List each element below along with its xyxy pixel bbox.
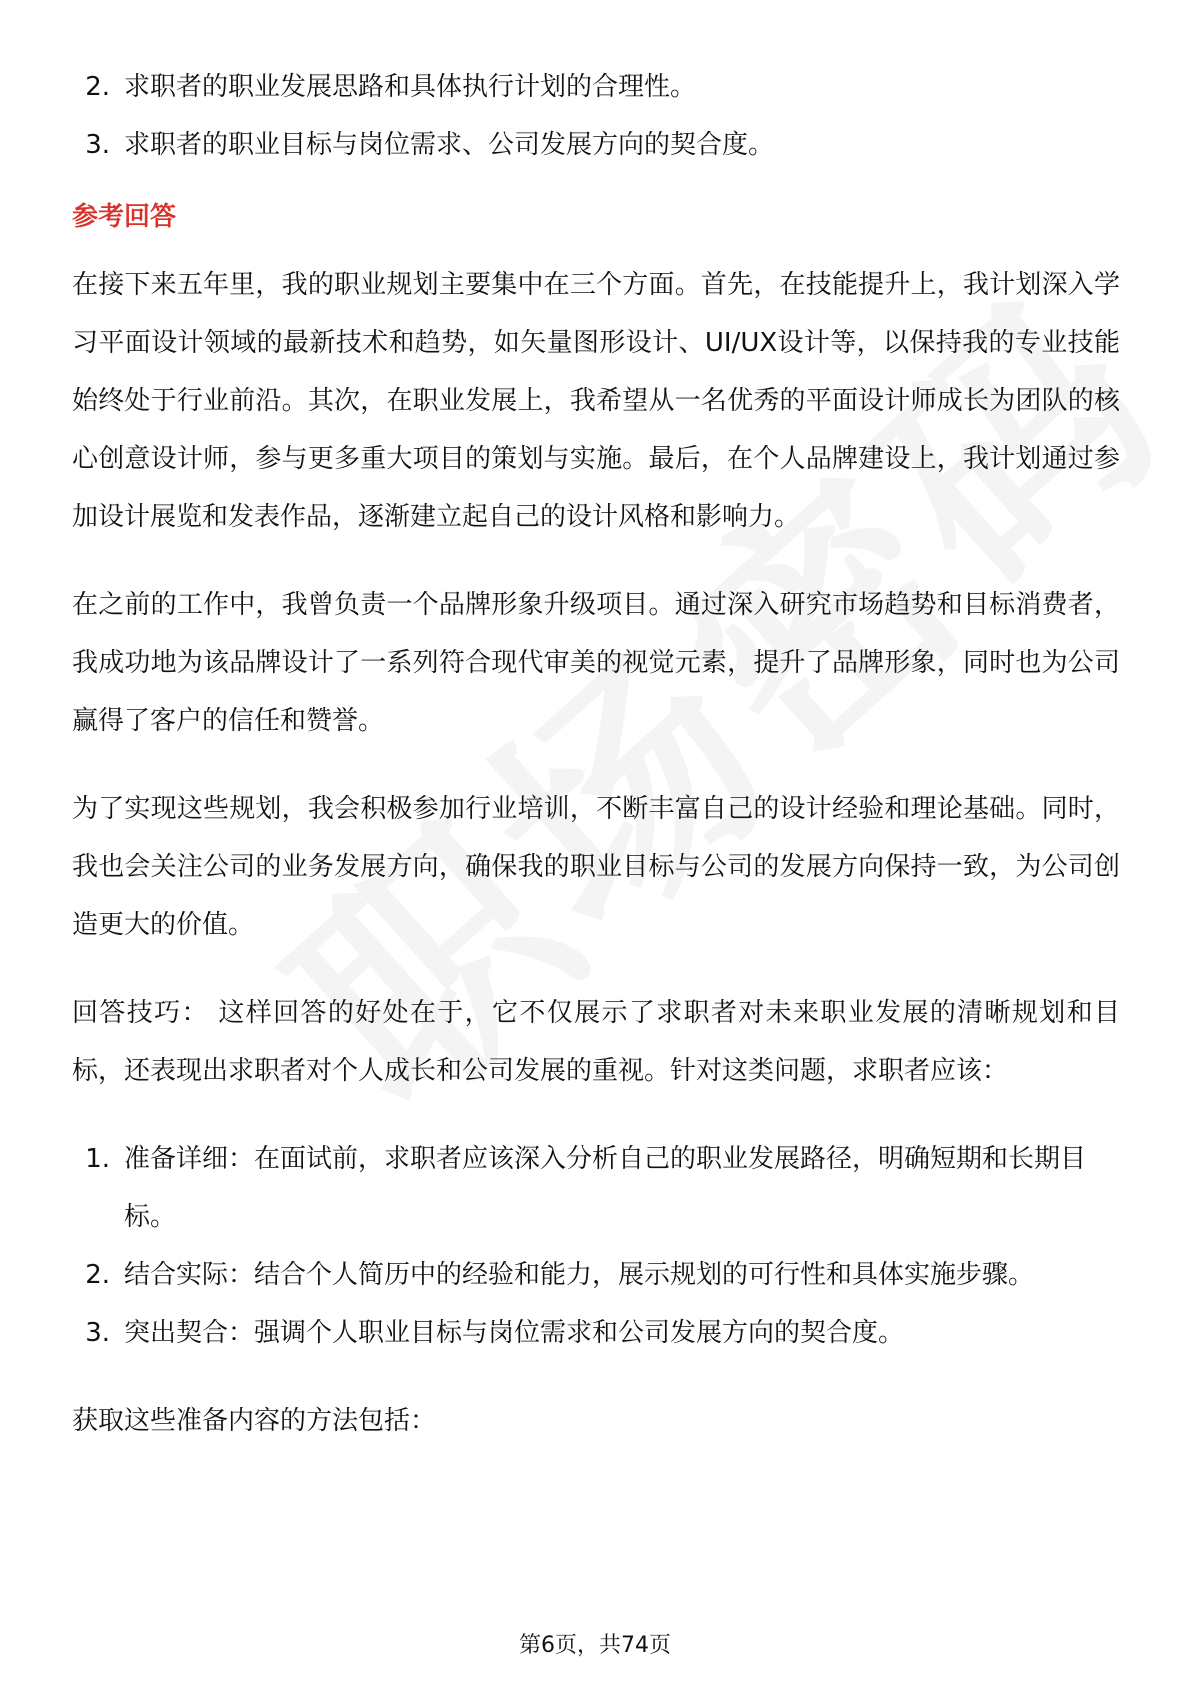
list-text: 准备详细：在面试前，求职者应该深入分析自己的职业发展路径，明确短期和长期目标。	[124, 1144, 1087, 1232]
list-item	[72, 58, 1120, 116]
page-content	[72, 58, 1120, 1450]
list-number: 3.	[85, 130, 110, 160]
list-number: 3.	[85, 1318, 110, 1348]
criteria-list	[72, 58, 1120, 174]
answer-heading: 参考回答	[72, 202, 177, 232]
list-number: 2.	[85, 72, 110, 102]
paragraph: 在接下来五年里，我的职业规划主要集中在三个方面。首先，在技能提升上，我计划深入学习平面设计领域的最新技术和趋势，如矢量图形设计、UI/UX设计等，以保持我的专业技能始终处于行业前沿。其次，在职业发展上，我希望从一名优秀的平面设计师成长为团队的核心创意设计师，参与更多重大项目的策划与实施。最后，在个人品牌建设上，我计划通过参加设计展览和发表作品，逐渐建立起自己的设计风格和影响力。	[72, 270, 1120, 532]
closing-line: 获取这些准备内容的方法包括：	[72, 1406, 437, 1436]
list-item	[72, 1304, 1120, 1362]
paragraph: 为了实现这些规划，我会积极参加行业培训，不断丰富自己的设计经验和理论基础。同时，我也会关注公司的业务发展方向，确保我的职业目标与公司的发展方向保持一致，为公司创造更大的价值。	[72, 794, 1120, 940]
list-text: 结合实际：结合个人简历中的经验和能力，展示规划的可行性和具体实施步骤。	[124, 1260, 1035, 1290]
list-text: 突出契合：强调个人职业目标与岗位需求和公司发展方向的契合度。	[124, 1318, 905, 1348]
list-number: 1.	[85, 1144, 110, 1174]
page-number: 第6页，共74页	[519, 1633, 671, 1658]
list-number: 2.	[85, 1260, 110, 1290]
list-item	[72, 1130, 1120, 1246]
tips-paragraph: 回答技巧： 这样回答的好处在于，它不仅展示了求职者对未来职业发展的清晰规划和目标，还表现出求职者对个人成长和公司发展的重视。针对这类问题，求职者应该：	[72, 998, 1120, 1086]
list-item	[72, 116, 1120, 174]
paragraph: 在之前的工作中，我曾负责一个品牌形象升级项目。通过深入研究市场趋势和目标消费者，我成功地为该品牌设计了一系列符合现代审美的视觉元素，提升了品牌形象，同时也为公司赢得了客户的信任和赞誉。	[72, 590, 1120, 736]
tips-list	[72, 1130, 1120, 1362]
list-text: 求职者的职业发展思路和具体执行计划的合理性。	[124, 72, 697, 102]
list-item	[72, 1246, 1120, 1304]
list-text: 求职者的职业目标与岗位需求、公司发展方向的契合度。	[124, 130, 775, 160]
